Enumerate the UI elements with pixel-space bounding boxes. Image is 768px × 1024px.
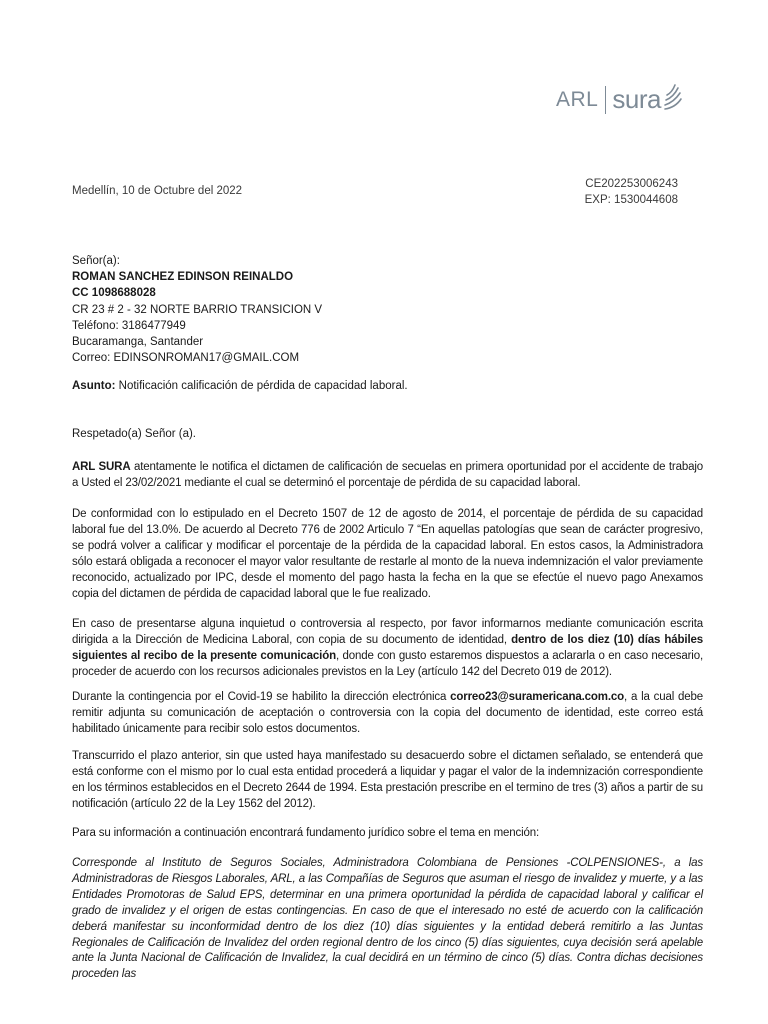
logo-arl-text: ARL (556, 87, 599, 111)
contact-email[interactable]: correo23@suramericana.com.co (450, 691, 624, 703)
paragraph-legal-intro: Para su información a continuación encontrará fundamento jurídico sobre el tema en mención: (72, 827, 540, 839)
paragraph-notification-text: atentamente le notifica el dictamen de calificación de secuelas en primera oportunidad por el accidente de trabajo a Usted el 23/02/2021 mediante el cual se determinó el porcentaje de pérdida de su capacidad laboral. (72, 461, 703, 489)
greeting: Respetado(a) Señor (a). (72, 428, 197, 440)
paragraph-controversy-text-1: En caso de presentarse alguna inquietud o controversia al respecto, por favor informarnos mediante comunicación escrita dirigida a la Dirección de Medicina Laboral, con copia de su documento de identidad, (72, 618, 703, 646)
paragraph-controversy-text-2: , donde con gusto estaremos dispuestos a aclararla o en caso necesario, proceder de acuerdo con los recursos adicionales previstos en la Ley (artículo 142 del Decreto 019 de 2012). (72, 649, 703, 678)
deadline-bold: dentro de los diez (10) días hábiles siguientes al recibo de la presente comunicación (72, 633, 703, 662)
paragraph-legal-basis: Corresponde al Instituto de Seguros Sociales, Administradora Colombiana de Pensiones -COLPENSIONES-, a las Administradoras de Riesgos Laborales, ARL, a las Compañías de Seguros que asuman el riesgo de invalidez y muerte, y a las Entidades Promotoras de Salud EPS, determinar en una primera oportunidad la pérdida de capacidad laboral y calificar el grado de invalidez y el origen de estas contingencias. En caso de que el interesado no esté de acuerdo con la calificación deberá manifestar su inconformidad dentro de los diez (10) días siguientes y la entidad deberá remitirlo a las Juntas Regionales de Calificación de Invalidez del orden regional dentro de los cinco (5) días siguientes, cuya decisión será apelable ante la Junta Nacional de Calificación de Invalidez, la cual decidirá en un término de cinco (5) días. Contra dichas decisiones proceden las (72, 857, 703, 981)
recipient-name: ROMAN SANCHEZ EDINSON REINALDO (72, 271, 294, 284)
reference-numbers (585, 176, 678, 208)
paragraph-decree: De conformidad con lo estipulado en el Decreto 1507 de 12 de agosto de 2014, el porcentaje de pérdida de su capacidad laboral fue del 13.0%. De acuerdo al Decreto 776 de 2002 Articulo 7 “En aquellas patologías que sean de carácter progresivo, se podrá volver a calificar y modificar el porcentaje de la pérdida de la capacidad laboral. En estos casos, la Administradora sólo estará obligada a reconocer el mayor valor resultante de restarle al monto de la nueva indemnización el valor previamente reconocido, actualizado por IPC, desde el momento del pago hasta la fecha en la que se efectúe el nuevo pago Anexamos copia del dictamen de pérdida de capacidad laboral que le fue realizado. (72, 508, 703, 600)
recipient-phone: Teléfono: 3186477949 (72, 319, 186, 332)
ce-reference: CE202253006243 (585, 178, 678, 190)
paragraph-covid-email (72, 690, 703, 738)
recipient-email: Correo: EDINSONROMAN17@GMAIL.COM (72, 352, 300, 365)
paragraph-covid-text-1: Durante la contingencia por el Covid-19 se habilito la dirección electrónica (72, 691, 451, 703)
paragraph-term: Transcurrido el plazo anterior, sin que usted haya manifestado su desacuerdo sobre el dictamen señalado, se entenderá que está conforme con el mismo por lo cual esta entidad procederá a liquidar y pagar el valor de la indemnización correspondiente en los términos establecidos en el Decreto 2644 de 1994. Esta prestación prescribe en el termino de tres (3) años a partir de su notificación (artículo 22 de la Ley 1562 del 2012). (72, 750, 703, 810)
recipient-city: Bucaramanga, Santander (72, 336, 204, 349)
logo-separator (605, 86, 606, 114)
paragraph-notification (72, 460, 703, 492)
arl-sura-logo (556, 84, 683, 115)
salutation-label: Señor(a): (72, 255, 120, 267)
paragraph-covid-text-2: , a la cual debe remitir adjunta su comunicación de aceptación o controversia con la copia del documento de identidad, este correo está habilitado únicamente para recibir solo estos documentos. (72, 691, 703, 735)
sura-wing-icon (663, 83, 683, 111)
subject-label: Asunto: (72, 380, 116, 392)
subject-text: Notificación calificación de pérdida de capacidad laboral. (115, 380, 408, 392)
letter-date: Medellín, 10 de Octubre del 2022 (72, 185, 243, 197)
paragraph-controversy (72, 617, 703, 681)
arl-sura-bold: ARL SURA (72, 461, 131, 473)
recipient-address: CR 23 # 2 - 32 NORTE BARRIO TRANSICION V (72, 303, 323, 316)
logo-sura-text: sura (612, 84, 661, 114)
exp-reference: EXP: 1530044608 (584, 194, 678, 206)
recipient-cc: CC 1098688028 (72, 287, 156, 300)
recipient-block (72, 253, 322, 366)
subject-line (72, 380, 408, 392)
